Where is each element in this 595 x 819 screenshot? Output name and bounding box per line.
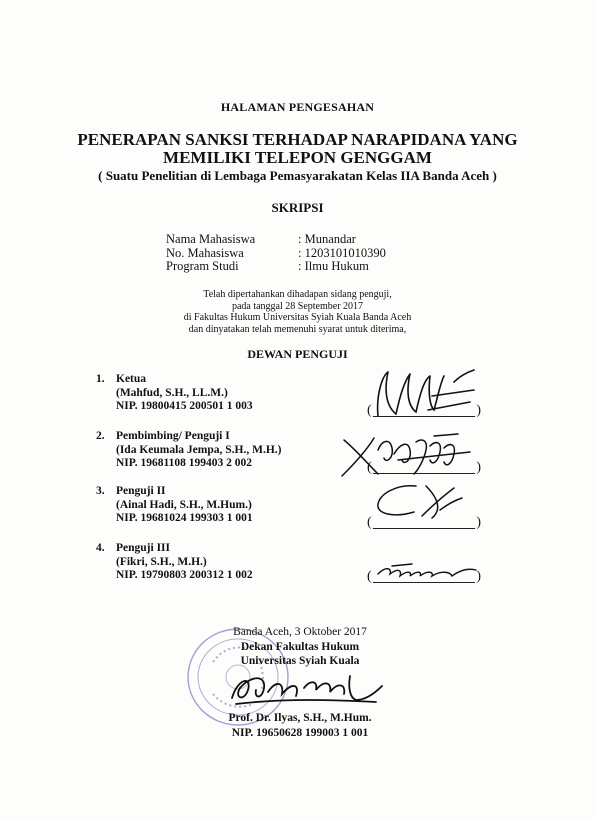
dean-institution: Universitas Syiah Kuala [240, 655, 360, 667]
member-role: Ketua [116, 373, 147, 385]
student-name-row [166, 233, 386, 247]
signature-close-paren: ) [476, 460, 481, 475]
member-name: (Mahfud, S.H., LL.M.) [116, 386, 228, 399]
dean-signature-icon [226, 668, 386, 708]
place-date: Banda Aceh, 3 Oktober 2017 [233, 626, 367, 638]
dean-name-block [200, 711, 400, 740]
member-name: (Ida Keumala Jempa, S.H., M.H.) [116, 443, 282, 456]
defense-line-3: di Fakultas Hukum Universitas Syiah Kuala Banda Aceh [183, 312, 412, 323]
member-role: Pembimbing/ Penguji I [116, 430, 230, 442]
student-number-row [166, 247, 386, 261]
member-nip: NIP. 19681024 199303 1 001 [116, 512, 253, 524]
member-name: (Fikri, S.H., M.H.) [116, 555, 207, 568]
member-role: Penguji III [116, 542, 170, 554]
member-role: Penguji II [116, 485, 166, 497]
defense-line-2: pada tanggal 28 September 2017 [231, 300, 364, 312]
student-number-label: No. Mahasiswa [166, 245, 244, 260]
signature-open-paren: ( [367, 569, 372, 584]
signature-icon [372, 480, 472, 524]
signature-icon [370, 366, 480, 422]
member-number: 4. [96, 542, 105, 554]
signature-close-paren: ) [476, 569, 481, 584]
member-nip: NIP. 19790803 200312 1 002 [116, 569, 253, 581]
thesis-title-line2: MEMILIKI TELEPON GENGGAM [163, 148, 432, 167]
study-program-label: Program Studi [166, 259, 239, 273]
member-number: 2. [96, 430, 105, 442]
student-name-value: : Munandar [298, 232, 356, 246]
dean-nip: NIP. 19650628 199003 1 001 [231, 726, 369, 739]
board-heading: DEWAN PENGUJI [247, 347, 348, 361]
student-info [166, 233, 386, 274]
thesis-subtitle: ( Suatu Penelitian di Lembaga Pemasyarakatan Kelas IIA Banda Aceh ) [98, 168, 497, 183]
signature-close-paren: ) [476, 403, 481, 418]
dean-block [200, 625, 400, 669]
dean-name: Prof. Dr. Ilyas, S.H., M.Hum. [228, 712, 372, 724]
signature-open-paren: ( [367, 515, 372, 530]
study-program-value: : Ilmu Hukum [298, 259, 369, 273]
student-number-value: : 1203101010390 [298, 245, 386, 260]
thesis-title-line1: PENERAPAN SANKSI TERHADAP NARAPIDANA YANG [77, 130, 518, 149]
signature-open-paren: ( [367, 460, 372, 475]
approval-heading: HALAMAN PENGESAHAN [220, 100, 375, 114]
member-name: (Ainal Hadi, S.H., M.Hum.) [116, 498, 252, 511]
defense-line-4: dan dinyatakan telah memenuhi syarat untuk diterima, [188, 323, 407, 335]
study-program-row [166, 260, 386, 274]
signature-icon [372, 560, 482, 582]
student-name-label: Nama Mahasiswa [166, 232, 256, 246]
document-type: SKRIPSI [271, 200, 324, 215]
member-number: 3. [96, 485, 105, 497]
signature-icon [338, 430, 478, 480]
member-nip: NIP. 19681108 199403 2 002 [116, 457, 252, 469]
member-nip: NIP. 19800415 200501 1 003 [116, 400, 253, 412]
defense-statement [0, 289, 595, 335]
defense-line-1: Telah dipertahankan dihadapan sidang penguji, [203, 289, 392, 300]
signature-close-paren: ) [476, 515, 481, 530]
member-number: 1. [96, 373, 105, 385]
signature-open-paren: ( [367, 403, 372, 418]
dean-position: Dekan Fakultas Hukum [240, 640, 360, 653]
